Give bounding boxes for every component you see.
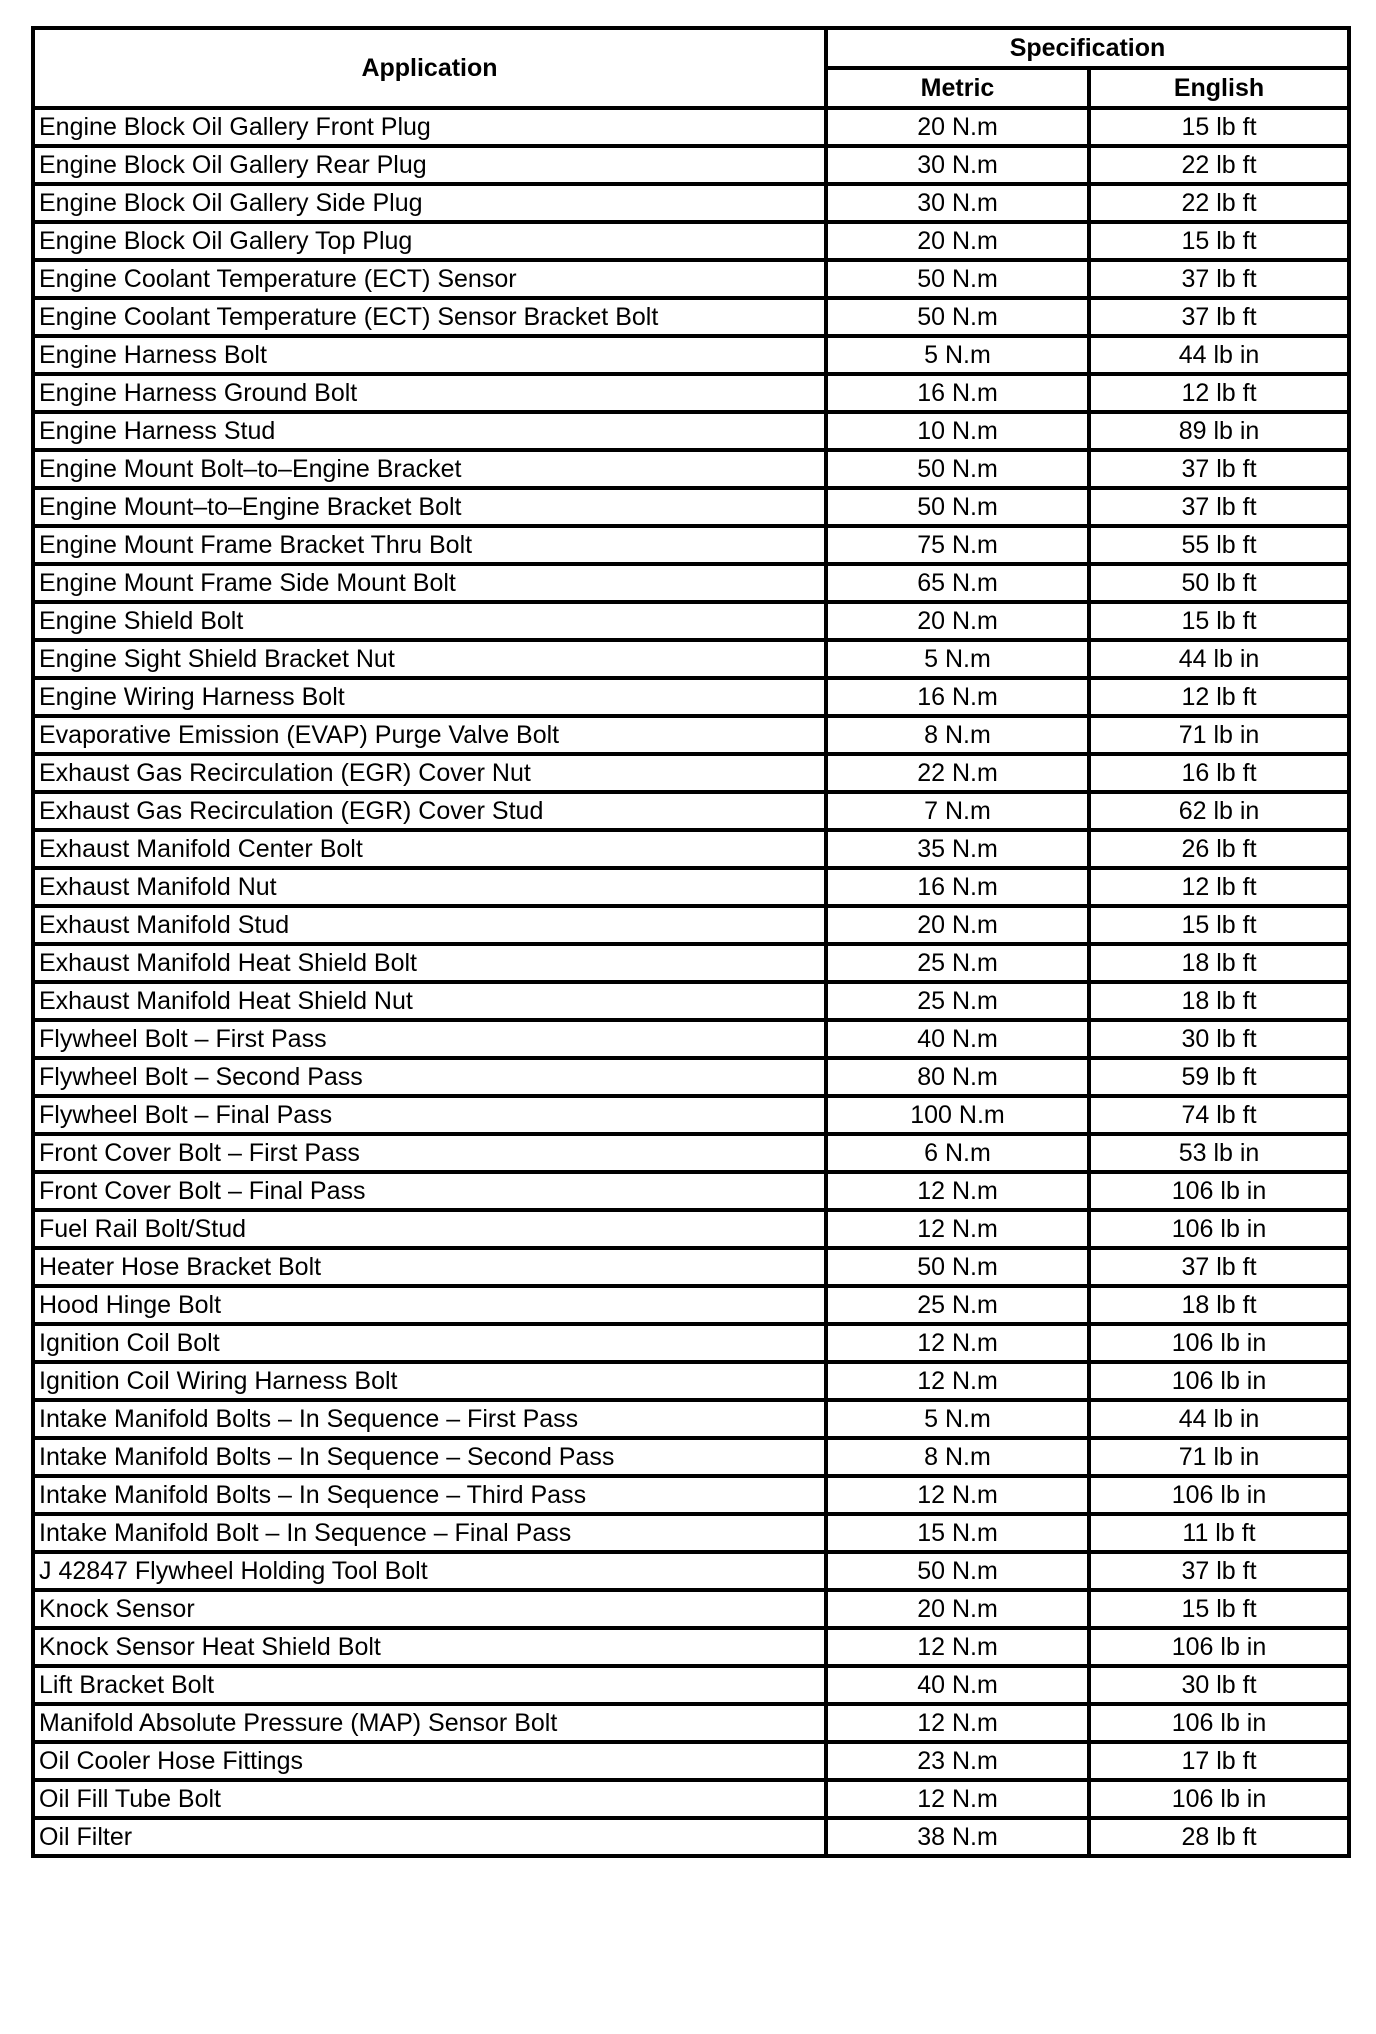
metric-value-cell: 50 N.m xyxy=(826,1552,1089,1590)
english-value-cell: 15 lb ft xyxy=(1089,108,1349,146)
application-cell: Engine Mount–to–Engine Bracket Bolt xyxy=(33,488,826,526)
application-cell: Flywheel Bolt – Final Pass xyxy=(33,1096,826,1134)
metric-value-cell: 6 N.m xyxy=(826,1134,1089,1172)
english-value-cell: 30 lb ft xyxy=(1089,1020,1349,1058)
english-value-cell: 55 lb ft xyxy=(1089,526,1349,564)
table-row xyxy=(33,602,1349,640)
metric-value-cell: 12 N.m xyxy=(826,1172,1089,1210)
application-cell: Knock Sensor Heat Shield Bolt xyxy=(33,1628,826,1666)
application-cell: Engine Block Oil Gallery Top Plug xyxy=(33,222,826,260)
english-value-cell: 12 lb ft xyxy=(1089,374,1349,412)
table-row xyxy=(33,906,1349,944)
metric-value-cell: 12 N.m xyxy=(826,1628,1089,1666)
english-value-cell: 53 lb in xyxy=(1089,1134,1349,1172)
english-value-cell: 89 lb in xyxy=(1089,412,1349,450)
metric-value-cell: 30 N.m xyxy=(826,184,1089,222)
application-cell: Knock Sensor xyxy=(33,1590,826,1628)
metric-value-cell: 20 N.m xyxy=(826,1590,1089,1628)
table-row xyxy=(33,792,1349,830)
english-value-cell: 15 lb ft xyxy=(1089,222,1349,260)
table-row xyxy=(33,1476,1349,1514)
application-cell: Intake Manifold Bolts – In Sequence – Second Pass xyxy=(33,1438,826,1476)
metric-value-cell: 12 N.m xyxy=(826,1210,1089,1248)
english-value-cell: 12 lb ft xyxy=(1089,868,1349,906)
application-cell: Intake Manifold Bolts – In Sequence – Third Pass xyxy=(33,1476,826,1514)
table-row xyxy=(33,1324,1349,1362)
metric-value-cell: 10 N.m xyxy=(826,412,1089,450)
application-cell: Engine Block Oil Gallery Rear Plug xyxy=(33,146,826,184)
english-value-cell: 22 lb ft xyxy=(1089,184,1349,222)
application-cell: Intake Manifold Bolts – In Sequence – First Pass xyxy=(33,1400,826,1438)
metric-value-cell: 22 N.m xyxy=(826,754,1089,792)
english-value-cell: 15 lb ft xyxy=(1089,906,1349,944)
table-row xyxy=(33,336,1349,374)
application-cell: Exhaust Manifold Heat Shield Nut xyxy=(33,982,826,1020)
application-cell: Ignition Coil Wiring Harness Bolt xyxy=(33,1362,826,1400)
english-value-cell: 106 lb in xyxy=(1089,1628,1349,1666)
application-cell: Engine Harness Ground Bolt xyxy=(33,374,826,412)
english-value-cell: 106 lb in xyxy=(1089,1362,1349,1400)
metric-value-cell: 30 N.m xyxy=(826,146,1089,184)
metric-value-cell: 8 N.m xyxy=(826,716,1089,754)
application-cell: Engine Block Oil Gallery Side Plug xyxy=(33,184,826,222)
english-value-cell: 71 lb in xyxy=(1089,1438,1349,1476)
metric-value-cell: 20 N.m xyxy=(826,222,1089,260)
metric-value-cell: 65 N.m xyxy=(826,564,1089,602)
english-value-cell: 28 lb ft xyxy=(1089,1818,1349,1856)
application-cell: Front Cover Bolt – Final Pass xyxy=(33,1172,826,1210)
metric-value-cell: 23 N.m xyxy=(826,1742,1089,1780)
application-cell: Flywheel Bolt – First Pass xyxy=(33,1020,826,1058)
english-value-cell: 106 lb in xyxy=(1089,1780,1349,1818)
application-cell: Exhaust Manifold Stud xyxy=(33,906,826,944)
english-value-cell: 106 lb in xyxy=(1089,1324,1349,1362)
english-value-cell: 17 lb ft xyxy=(1089,1742,1349,1780)
english-value-cell: 37 lb ft xyxy=(1089,450,1349,488)
english-value-cell: 26 lb ft xyxy=(1089,830,1349,868)
english-value-cell: 16 lb ft xyxy=(1089,754,1349,792)
table-row xyxy=(33,868,1349,906)
table-row xyxy=(33,678,1349,716)
application-cell: Engine Block Oil Gallery Front Plug xyxy=(33,108,826,146)
application-cell: Exhaust Gas Recirculation (EGR) Cover Nut xyxy=(33,754,826,792)
application-cell: Fuel Rail Bolt/Stud xyxy=(33,1210,826,1248)
english-value-cell: 18 lb ft xyxy=(1089,944,1349,982)
metric-column-header: Metric xyxy=(826,68,1089,108)
table-row xyxy=(33,1286,1349,1324)
english-column-header: English xyxy=(1089,68,1349,108)
english-value-cell: 71 lb in xyxy=(1089,716,1349,754)
table-row xyxy=(33,1818,1349,1856)
metric-value-cell: 20 N.m xyxy=(826,108,1089,146)
english-value-cell: 15 lb ft xyxy=(1089,602,1349,640)
table-row xyxy=(33,1400,1349,1438)
table-row xyxy=(33,1134,1349,1172)
english-value-cell: 18 lb ft xyxy=(1089,1286,1349,1324)
application-cell: Exhaust Manifold Nut xyxy=(33,868,826,906)
table-row xyxy=(33,1628,1349,1666)
table-row xyxy=(33,1742,1349,1780)
metric-value-cell: 12 N.m xyxy=(826,1362,1089,1400)
english-value-cell: 62 lb in xyxy=(1089,792,1349,830)
table-row xyxy=(33,1552,1349,1590)
metric-value-cell: 12 N.m xyxy=(826,1780,1089,1818)
table-row xyxy=(33,374,1349,412)
application-cell: Ignition Coil Bolt xyxy=(33,1324,826,1362)
english-value-cell: 59 lb ft xyxy=(1089,1058,1349,1096)
table-row xyxy=(33,146,1349,184)
english-value-cell: 37 lb ft xyxy=(1089,298,1349,336)
metric-value-cell: 12 N.m xyxy=(826,1476,1089,1514)
metric-value-cell: 20 N.m xyxy=(826,602,1089,640)
english-value-cell: 50 lb ft xyxy=(1089,564,1349,602)
english-value-cell: 37 lb ft xyxy=(1089,260,1349,298)
application-cell: J 42847 Flywheel Holding Tool Bolt xyxy=(33,1552,826,1590)
application-cell: Front Cover Bolt – First Pass xyxy=(33,1134,826,1172)
table-row xyxy=(33,1362,1349,1400)
metric-value-cell: 40 N.m xyxy=(826,1020,1089,1058)
metric-value-cell: 16 N.m xyxy=(826,678,1089,716)
application-cell: Engine Coolant Temperature (ECT) Sensor xyxy=(33,260,826,298)
table-row xyxy=(33,184,1349,222)
table-row xyxy=(33,260,1349,298)
english-value-cell: 74 lb ft xyxy=(1089,1096,1349,1134)
torque-specification-table xyxy=(31,26,1351,1858)
application-cell: Lift Bracket Bolt xyxy=(33,1666,826,1704)
table-row xyxy=(33,1666,1349,1704)
table-row xyxy=(33,754,1349,792)
table-row xyxy=(33,488,1349,526)
english-value-cell: 15 lb ft xyxy=(1089,1590,1349,1628)
application-cell: Engine Harness Stud xyxy=(33,412,826,450)
table-body xyxy=(33,108,1349,1856)
table-row xyxy=(33,450,1349,488)
english-value-cell: 106 lb in xyxy=(1089,1210,1349,1248)
table-row xyxy=(33,222,1349,260)
application-cell: Engine Wiring Harness Bolt xyxy=(33,678,826,716)
metric-value-cell: 38 N.m xyxy=(826,1818,1089,1856)
english-value-cell: 11 lb ft xyxy=(1089,1514,1349,1552)
application-cell: Heater Hose Bracket Bolt xyxy=(33,1248,826,1286)
metric-value-cell: 12 N.m xyxy=(826,1704,1089,1742)
english-value-cell: 37 lb ft xyxy=(1089,488,1349,526)
metric-value-cell: 8 N.m xyxy=(826,1438,1089,1476)
table-row xyxy=(33,1704,1349,1742)
metric-value-cell: 75 N.m xyxy=(826,526,1089,564)
metric-value-cell: 16 N.m xyxy=(826,868,1089,906)
table-row xyxy=(33,640,1349,678)
english-value-cell: 44 lb in xyxy=(1089,1400,1349,1438)
table-row xyxy=(33,412,1349,450)
metric-value-cell: 16 N.m xyxy=(826,374,1089,412)
application-cell: Flywheel Bolt – Second Pass xyxy=(33,1058,826,1096)
application-cell: Evaporative Emission (EVAP) Purge Valve Bolt xyxy=(33,716,826,754)
application-column-header: Application xyxy=(33,28,826,108)
application-cell: Engine Mount Frame Bracket Thru Bolt xyxy=(33,526,826,564)
metric-value-cell: 50 N.m xyxy=(826,298,1089,336)
metric-value-cell: 25 N.m xyxy=(826,1286,1089,1324)
metric-value-cell: 20 N.m xyxy=(826,906,1089,944)
application-cell: Hood Hinge Bolt xyxy=(33,1286,826,1324)
metric-value-cell: 50 N.m xyxy=(826,1248,1089,1286)
application-cell: Exhaust Manifold Center Bolt xyxy=(33,830,826,868)
application-cell: Engine Harness Bolt xyxy=(33,336,826,374)
application-cell: Engine Coolant Temperature (ECT) Sensor Bracket Bolt xyxy=(33,298,826,336)
english-value-cell: 22 lb ft xyxy=(1089,146,1349,184)
metric-value-cell: 50 N.m xyxy=(826,260,1089,298)
metric-value-cell: 50 N.m xyxy=(826,488,1089,526)
metric-value-cell: 25 N.m xyxy=(826,944,1089,982)
english-value-cell: 106 lb in xyxy=(1089,1476,1349,1514)
table-row xyxy=(33,1020,1349,1058)
application-cell: Engine Shield Bolt xyxy=(33,602,826,640)
table-row xyxy=(33,1058,1349,1096)
metric-value-cell: 35 N.m xyxy=(826,830,1089,868)
table-row xyxy=(33,830,1349,868)
specification-column-header: Specification xyxy=(826,28,1349,68)
english-value-cell: 106 lb in xyxy=(1089,1704,1349,1742)
english-value-cell: 44 lb in xyxy=(1089,640,1349,678)
application-cell: Intake Manifold Bolt – In Sequence – Final Pass xyxy=(33,1514,826,1552)
table-row xyxy=(33,716,1349,754)
table-header xyxy=(33,28,1349,108)
metric-value-cell: 12 N.m xyxy=(826,1324,1089,1362)
metric-value-cell: 5 N.m xyxy=(826,336,1089,374)
application-cell: Manifold Absolute Pressure (MAP) Sensor Bolt xyxy=(33,1704,826,1742)
application-cell: Oil Filter xyxy=(33,1818,826,1856)
application-cell: Engine Mount Frame Side Mount Bolt xyxy=(33,564,826,602)
table-row xyxy=(33,1172,1349,1210)
metric-value-cell: 80 N.m xyxy=(826,1058,1089,1096)
table-row xyxy=(33,1096,1349,1134)
english-value-cell: 106 lb in xyxy=(1089,1172,1349,1210)
metric-value-cell: 25 N.m xyxy=(826,982,1089,1020)
table-row xyxy=(33,1514,1349,1552)
english-value-cell: 30 lb ft xyxy=(1089,1666,1349,1704)
application-cell: Engine Mount Bolt–to–Engine Bracket xyxy=(33,450,826,488)
english-value-cell: 18 lb ft xyxy=(1089,982,1349,1020)
table-row xyxy=(33,564,1349,602)
metric-value-cell: 100 N.m xyxy=(826,1096,1089,1134)
english-value-cell: 37 lb ft xyxy=(1089,1248,1349,1286)
table-row xyxy=(33,1438,1349,1476)
metric-value-cell: 5 N.m xyxy=(826,640,1089,678)
english-value-cell: 44 lb in xyxy=(1089,336,1349,374)
table-row xyxy=(33,944,1349,982)
table-row xyxy=(33,526,1349,564)
header-row-top xyxy=(33,28,1349,68)
application-cell: Exhaust Gas Recirculation (EGR) Cover Stud xyxy=(33,792,826,830)
table-row xyxy=(33,1780,1349,1818)
application-cell: Oil Cooler Hose Fittings xyxy=(33,1742,826,1780)
application-cell: Exhaust Manifold Heat Shield Bolt xyxy=(33,944,826,982)
table-row xyxy=(33,1210,1349,1248)
english-value-cell: 12 lb ft xyxy=(1089,678,1349,716)
table-row xyxy=(33,1248,1349,1286)
metric-value-cell: 15 N.m xyxy=(826,1514,1089,1552)
table-row xyxy=(33,982,1349,1020)
metric-value-cell: 7 N.m xyxy=(826,792,1089,830)
english-value-cell: 37 lb ft xyxy=(1089,1552,1349,1590)
metric-value-cell: 50 N.m xyxy=(826,450,1089,488)
table-row xyxy=(33,108,1349,146)
metric-value-cell: 40 N.m xyxy=(826,1666,1089,1704)
metric-value-cell: 5 N.m xyxy=(826,1400,1089,1438)
application-cell: Oil Fill Tube Bolt xyxy=(33,1780,826,1818)
table-row xyxy=(33,1590,1349,1628)
table-row xyxy=(33,298,1349,336)
application-cell: Engine Sight Shield Bracket Nut xyxy=(33,640,826,678)
